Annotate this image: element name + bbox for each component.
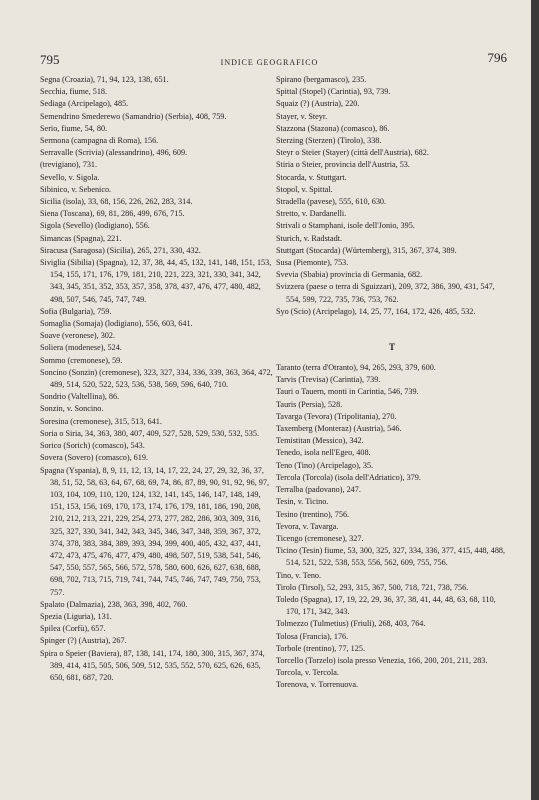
- index-entry: Ticengo (cremonese), 327.: [276, 533, 364, 543]
- running-title: INDICE GEOGRAFICO: [220, 58, 319, 67]
- index-entry: Spira o Speier (Baviera), 87, 138, 141, 174, 180, 300, 315, 367, 374, 389, 414, 415, 505, 506, 509, 512, 535, 552, 570, 625, 626, 635, 650, 681, 687, 720.: [40, 648, 265, 682]
- index-entry: Somaglia (Somaja) (lodigiano), 556, 603, 641.: [40, 319, 193, 329]
- index-entry: Sovera (Sovero) (comasco), 619.: [40, 453, 148, 463]
- index-entry: Tenedo, isola nell'Egeo, 408.: [276, 448, 371, 458]
- index-entry: Spagna (Yspania), 8, 9, 11, 12, 13, 14, 17, 22, 24, 27, 29, 32, 36, 37, 38, 51, 52, 58, 63, 64, 67, 68, 69, 74, 86, 87, 89, 90, 91, 92, 96, 97, 103, 104, 109, 110, 120, 124, 132, 141, 145, 146, 147, 148, 149, 151, 153, 156, 169, 170, 173, 174, 176, 179, 181, 186, 190, 208, 210, 212, 213, 221, 229, 254, 273, 277, 282, 286, 303, 309, 316, 325, 327, 330, 341, 342, 343, 345, 346, 347, 348, 359, 367, 372, 374, 378, 383, 384, 389, 393, 394, 399, 400, 405, 432, 437, 441, 472, 473, 475, 476, 477, 479, 480, 498, 507, 519, 538, 541, 546, 547, 550, 557, 565, 566, 572, 578, 580, 600, 626, 627, 638, 688, 698, 702, 713, 715, 719, 741, 744, 745, 746, 747, 749, 750, 753, 757.: [40, 465, 270, 597]
- index-entry: Svevia (Sbabia) provincia di Germania, 682.: [276, 270, 423, 280]
- index-entry: Squaiz (?) (Austria), 220.: [276, 99, 360, 109]
- index-entry: Tercola (Torcola) (isola dell'Adriatico), 379.: [276, 472, 421, 482]
- scan-edge: [531, 0, 539, 800]
- index-entry: Teno (Tino) (Arcipelago), 35.: [276, 460, 374, 470]
- index-entry: Stretto, v. Dardanelli.: [276, 209, 347, 219]
- index-entry: Siviglia (Sibilia) (Spagna), 12, 37, 38, 44, 45, 132, 141, 148, 151, 153, 154, 155, 171, 176, 179, 181, 210, 221, 223, 321, 330, 341, 342, 343, 345, 351, 352, 353, 357, 358, 378, 437, 476, 477, 480, 482, 498, 507, 546, 745, 747, 749.: [40, 258, 272, 304]
- index-entry: Stayer, v. Steyr.: [276, 111, 328, 121]
- index-entry: Stuttgart (Stocarda) (Würtemberg), 315, 367, 374, 389.: [276, 245, 457, 255]
- index-entry: Spinger (?) (Austria), 267.: [40, 636, 127, 646]
- index-entry: Soliera (modenese), 524.: [40, 343, 122, 353]
- page-number-right: 796: [487, 50, 507, 65]
- index-entry: Soria o Siria, 34, 363, 380, 407, 409, 527, 528, 529, 530, 532, 535.: [40, 428, 260, 438]
- section-gap: [276, 318, 508, 340]
- index-entry: Sibinico, v. Sebenico.: [40, 184, 112, 194]
- left-column: [40, 74, 276, 684]
- index-entry: Stradella (pavese), 555, 610, 630.: [276, 197, 387, 207]
- index-entry: Sterzing (Sterzen) (Tirolo), 338.: [276, 136, 382, 146]
- index-entry: Tarvis (Trevisa) (Carintia), 739.: [276, 375, 381, 385]
- right-column-s-entries: [276, 74, 508, 318]
- index-entry: Taranto (terra d'Otranto), 94, 265, 293, 379, 600.: [276, 363, 436, 373]
- index-entry: Soncino (Sonzin) (cremonese), 323, 327, 334, 336, 339, 363, 364, 472, 489, 514, 520, 522, 523, 536, 538, 569, 596, 640, 710.: [40, 367, 273, 390]
- index-entry: Sorico (Sorich) (comasco), 543.: [40, 441, 145, 451]
- index-entry: Serravalle (Scrivia) (alessandrino), 496, 609.: [40, 148, 188, 158]
- index-entry: Tolmezzo (Tulmetius) (Friuli), 268, 403, 764.: [276, 619, 426, 629]
- index-entry: Sermona (campagna di Roma), 156.: [40, 136, 159, 146]
- index-entry: Sturich, v. Radstadt.: [276, 233, 343, 243]
- index-entry: Tauri o Tauern, monti in Carintia, 546, 739.: [276, 387, 419, 397]
- right-column-t-entries: [276, 362, 508, 691]
- index-entry: Syo (Scio) (Arcipelago), 14, 25, 77, 164, 172, 426, 485, 532.: [276, 306, 476, 316]
- index-entry: Susa (Piemonte), 753.: [276, 258, 349, 268]
- index-entry: Siena (Toscana), 69, 81, 286, 499, 676, 715.: [40, 209, 185, 219]
- index-entry: Spezia (Liguria), 131.: [40, 611, 112, 621]
- index-entry: Spittal (Stopel) (Carintia), 93, 739.: [276, 87, 391, 97]
- index-entry: Torbole (trentino), 77, 125.: [276, 643, 366, 653]
- index-entry: Toledo (Spagna), 17, 19, 22, 29, 36, 37, 38, 41, 44, 48, 63, 68, 110, 170, 171, 342, 343.: [276, 594, 496, 617]
- index-entry: Soresina (cremonese), 315, 513, 641.: [40, 416, 162, 426]
- index-entry: Spalato (Dalmazia), 238, 363, 398, 402, 760.: [40, 599, 188, 609]
- index-entry: Torcola, v. Tercola.: [276, 668, 339, 678]
- index-entry: Svizzera (paese o terra di Sguizzari), 209, 372, 386, 390, 431, 547, 554, 599, 722, 735, 736, 753, 762.: [276, 282, 495, 304]
- index-entry: Torcello (Torzelo) isola presso Venezia, 166, 200, 201, 211, 283.: [276, 655, 488, 665]
- index-entry: Semendrino Smederewo (Samandrio) (Serbia), 408, 759.: [40, 111, 227, 121]
- index-entry: Stocarda, v. Stuttgart.: [276, 172, 347, 182]
- section-letter: T: [388, 342, 395, 353]
- index-entry: Spilea (Corfù), 657.: [40, 624, 106, 634]
- index-entry: Tesino (trentino), 756.: [276, 509, 350, 519]
- index-entry: Sicilia (isola), 33, 68, 156, 226, 262, 283, 314.: [40, 197, 193, 207]
- index-entry: Spirano (bergamasco), 235.: [276, 75, 367, 84]
- index-entry: Siracusa (Saragosa) (Sicilia), 265, 271, 330, 432.: [40, 245, 201, 255]
- index-entry: Soave (veronese), 302.: [40, 331, 116, 341]
- index-entry: Tirolo (Tirsol), 52, 293, 315, 367, 500, 718, 721, 738, 756.: [276, 582, 469, 592]
- page-number-left: 795: [40, 52, 60, 67]
- index-entry: Simancas (Spagna), 221.: [40, 233, 122, 243]
- index-entry: Steyr o Steier (Stayer) (città dell'Austria), 682.: [276, 148, 429, 158]
- index-entry: Sevello, v. Sigola.: [40, 172, 100, 182]
- index-entry: Stiria o Steier, provincia dell'Austria, 53.: [276, 160, 410, 170]
- index-entry: Secchia, fiume, 518.: [40, 87, 108, 97]
- right-column: [276, 74, 508, 692]
- index-entry: (trevigiano), 731.: [40, 160, 98, 170]
- page-header: [0, 50, 539, 70]
- index-entry: Segna (Croazia), 71, 94, 123, 138, 651.: [40, 75, 169, 84]
- index-entry: Sofia (Bulgaria), 759.: [40, 306, 112, 316]
- index-entry: Tevora, v. Tavarga.: [276, 521, 339, 531]
- index-entry: Temistitan (Messico), 342.: [276, 436, 364, 446]
- index-entry: Strivali o Stamphani, isole dell'Jonio, 395.: [276, 221, 415, 231]
- index-entry: Tesin, v. Ticino.: [276, 497, 329, 507]
- index-entry: Sommo (cremonese), 59.: [40, 355, 123, 365]
- index-entry: Ticino (Tesin) fiume, 53, 300, 325, 327, 334, 336, 377, 415, 448, 488, 514, 521, 522, 538, 553, 556, 562, 609, 755, 756.: [276, 546, 506, 568]
- index-entry: Sigola (Sevello) (lodigiano), 556.: [40, 221, 150, 231]
- index-entry: Stazzona (Stazona) (comasco), 86.: [276, 123, 390, 133]
- index-entry: Sediaga (Arcipelago), 485.: [40, 99, 129, 109]
- index-entry: Terralba (padovano), 247.: [276, 485, 361, 495]
- index-entry: Taxemberg (Monteraz) (Austria), 546.: [276, 424, 402, 434]
- index-entry: Tavarga (Tevora) (Tripolitania), 270.: [276, 411, 397, 421]
- index-entry: Tolosa (Francia), 176.: [276, 631, 349, 641]
- index-entry: Sondrio (Valtellina), 86.: [40, 392, 120, 402]
- index-entry: Tino, v. Teno.: [276, 570, 322, 580]
- index-entry: Tauris (Persia), 528.: [276, 399, 343, 409]
- index-entry: Torenova, v. Torrenuova.: [276, 680, 359, 690]
- index-entry: Sonzin, v. Soncino.: [40, 404, 104, 414]
- index-entry: Stopol, v. Spittal.: [276, 184, 333, 194]
- index-entry: Serio, fiume, 54, 80.: [40, 123, 108, 133]
